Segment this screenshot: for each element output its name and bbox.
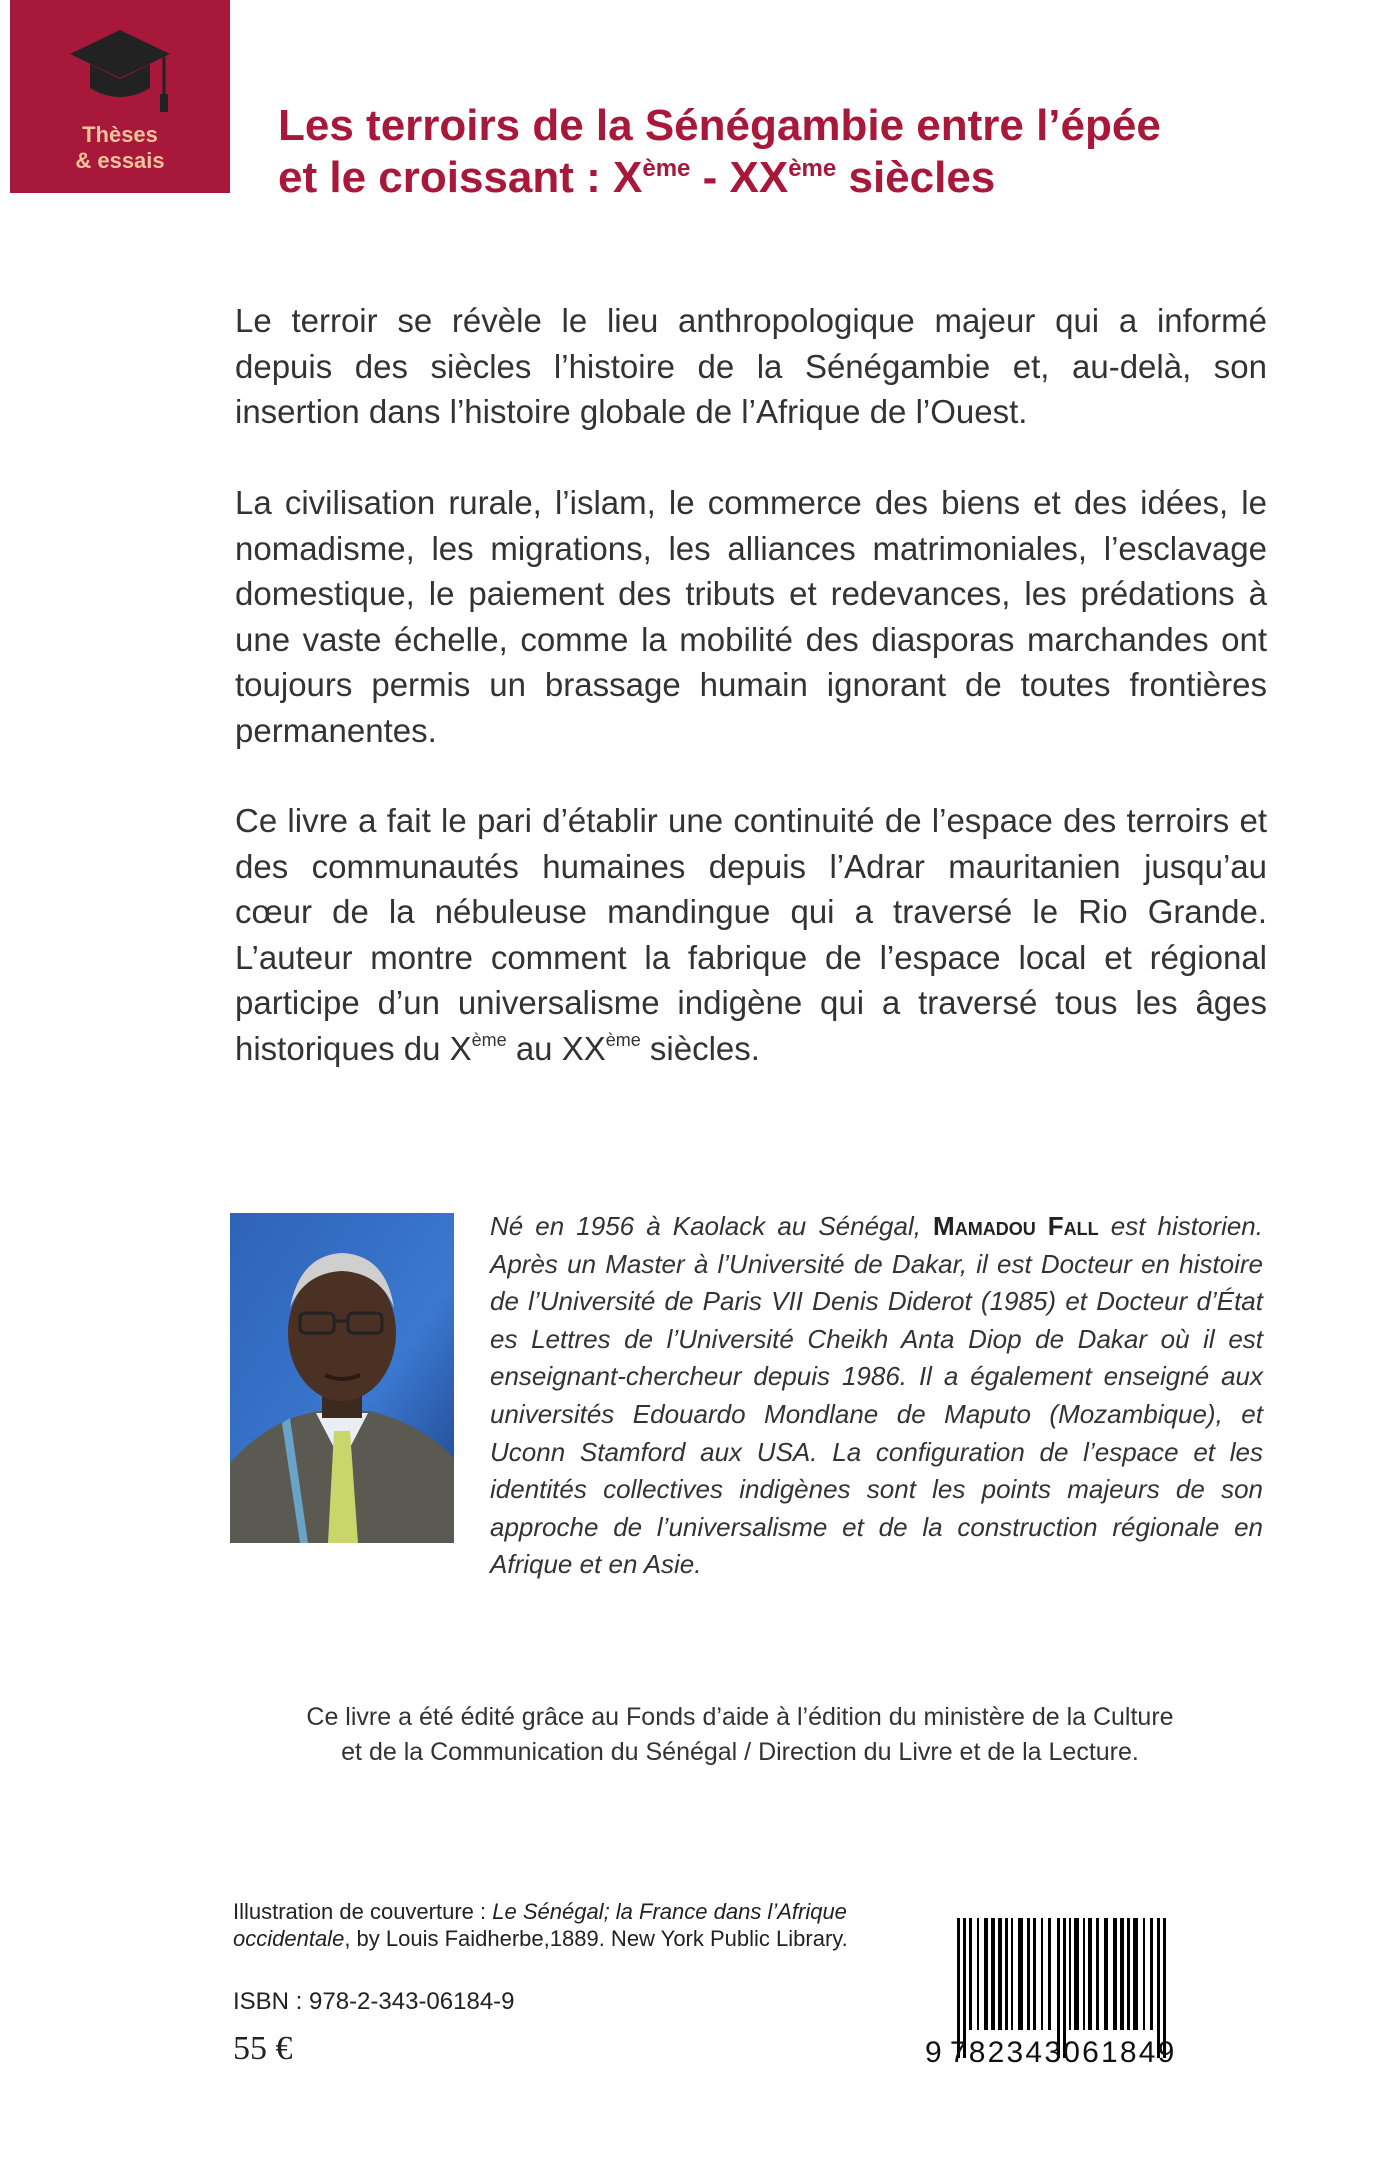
barcode-bar [984, 1918, 988, 2030]
barcode-bar [1127, 1918, 1130, 2030]
blurb-paragraph-2: La civilisation rurale, l’islam, le commerce des biens et des idées, le nomadisme, les migrations, les alliances matrimoniales, l’esclavage domestique, le paiement des tributs et redevances, les prédations à une vaste échelle, comme la mobilité des diasporas marchandes ont toujours permis un brassage humain ignorant de toutes frontières permanentes. [235, 484, 1267, 749]
title-line1: Les terroirs de la Sénégambie entre l’épée [278, 101, 1161, 150]
barcode-bar [1048, 1918, 1051, 2030]
barcode-bar [991, 1918, 995, 2030]
barcode-bar [1083, 1918, 1085, 2030]
barcode-bar [1088, 1918, 1092, 2030]
blurb-p3-sup2: ème [605, 1029, 641, 1050]
credit-rest: , by Louis Faidherbe,1889. New York Public Library. [344, 1926, 848, 1951]
author-bio-start: Né en 1956 à Kaolack au Sénégal, [490, 1211, 934, 1241]
blurb-p3-mid: au XX [506, 1029, 606, 1067]
barcode-bar [1104, 1918, 1108, 2030]
barcode-bar [1041, 1918, 1043, 2030]
collection-badge [10, 0, 230, 193]
barcode-bar [1069, 1918, 1071, 2030]
price: 55 € [233, 2030, 293, 2067]
author-bio-rest: est historien. Après un Master à l’Université de Dakar, il est Docteur en histoire de l’Université de Paris VII Denis Diderot (1985) et Docteur d’État es Lettres de l’Université Cheikh Anta Diop de Dakar où il est enseignant-chercheur depuis 1986. Il a également enseigné aux universités Edouardo Mondlane de Maputo (Mozambique), et Uconn Stamford aux USA. La configuration de l’espace et les identités collectives indigènes sont les points majeurs de son approche de l’universalisme et de la construction régionale en Afrique et en Asie. [490, 1211, 1263, 1580]
cover-illustration-credit [233, 1898, 953, 1952]
credit-label: Illustration de couverture : [233, 1899, 493, 1924]
funding-line2: et de la Communication du Sénégal / Direction du Livre et de la Lecture. [341, 1738, 1139, 1766]
barcode-digits [925, 2036, 1245, 2070]
barcode-bar [1096, 1918, 1099, 2030]
funding-line1: Ce livre a été édité grâce au Fonds d’aide à l’édition du ministère de la Culture [306, 1703, 1174, 1731]
title-sup1: ème [642, 155, 691, 182]
barcode-first-digit: 9 [925, 2036, 944, 2069]
barcode-digit-string: 782343061849 [949, 2036, 1177, 2069]
author-photo [230, 1213, 454, 1543]
author-name: Mamadou Fall [933, 1211, 1099, 1241]
funding-note [300, 1700, 1180, 1770]
barcode-bar [977, 1918, 979, 2030]
blurb-paragraph-3 [235, 798, 1267, 1071]
credit-work-title: Le Sénégal; la France dans l’Afrique occidentale [233, 1899, 847, 1951]
barcode-bar [1027, 1918, 1030, 2030]
barcode-bar [1005, 1918, 1008, 2030]
graduation-cap-icon [68, 22, 172, 120]
collection-name-line2: & essais [75, 148, 165, 173]
blurb-p3-main: Ce livre a fait le pari d’établir une continuité de l’espace des terroirs et des communautés humaines depuis l’Adrar mauritanien jusqu’au cœur de la nébuleuse mandingue qui a traversé le Rio Grande. L’auteur montre comment la fabrique de l’espace local et régional participe d’un universalisme indigène qui a traversé tous les âges historiques du X [235, 802, 1267, 1067]
title-line2-prefix: et le croissant : X [278, 153, 643, 202]
barcode-bar [1120, 1918, 1124, 2030]
barcode-bar [1033, 1918, 1036, 2030]
barcode-bar [1133, 1918, 1138, 2030]
barcode-bar [1074, 1918, 1079, 2030]
isbn: ISBN : 978-2-343-06184-9 [233, 1988, 515, 2015]
book-title [278, 100, 1328, 204]
title-sup2: ème [788, 155, 837, 182]
barcode-bar [1113, 1918, 1117, 2030]
barcode-bar [1018, 1918, 1023, 2030]
collection-name-line1: Thèses [82, 122, 158, 147]
blurb-p3-sup1: ème [471, 1029, 507, 1050]
blurb-paragraph-1: Le terroir se révèle le lieu anthropologique majeur qui a informé depuis des siècles l’histoire de la Sénégambie et, au-delà, son insertion dans l’histoire globale de l’Afrique de l’Ouest. [235, 302, 1267, 430]
barcode-bar [1011, 1918, 1013, 2030]
author-bio [490, 1208, 1263, 1584]
barcode-bar [969, 1918, 972, 2030]
title-dash: - XX [690, 153, 789, 202]
barcode-bar [1143, 1918, 1145, 2030]
barcode-bar [998, 1918, 1002, 2030]
barcode-bar [1150, 1918, 1153, 2030]
title-line2-suffix: siècles [836, 153, 996, 202]
blurb-p3-end: siècles. [640, 1029, 760, 1067]
